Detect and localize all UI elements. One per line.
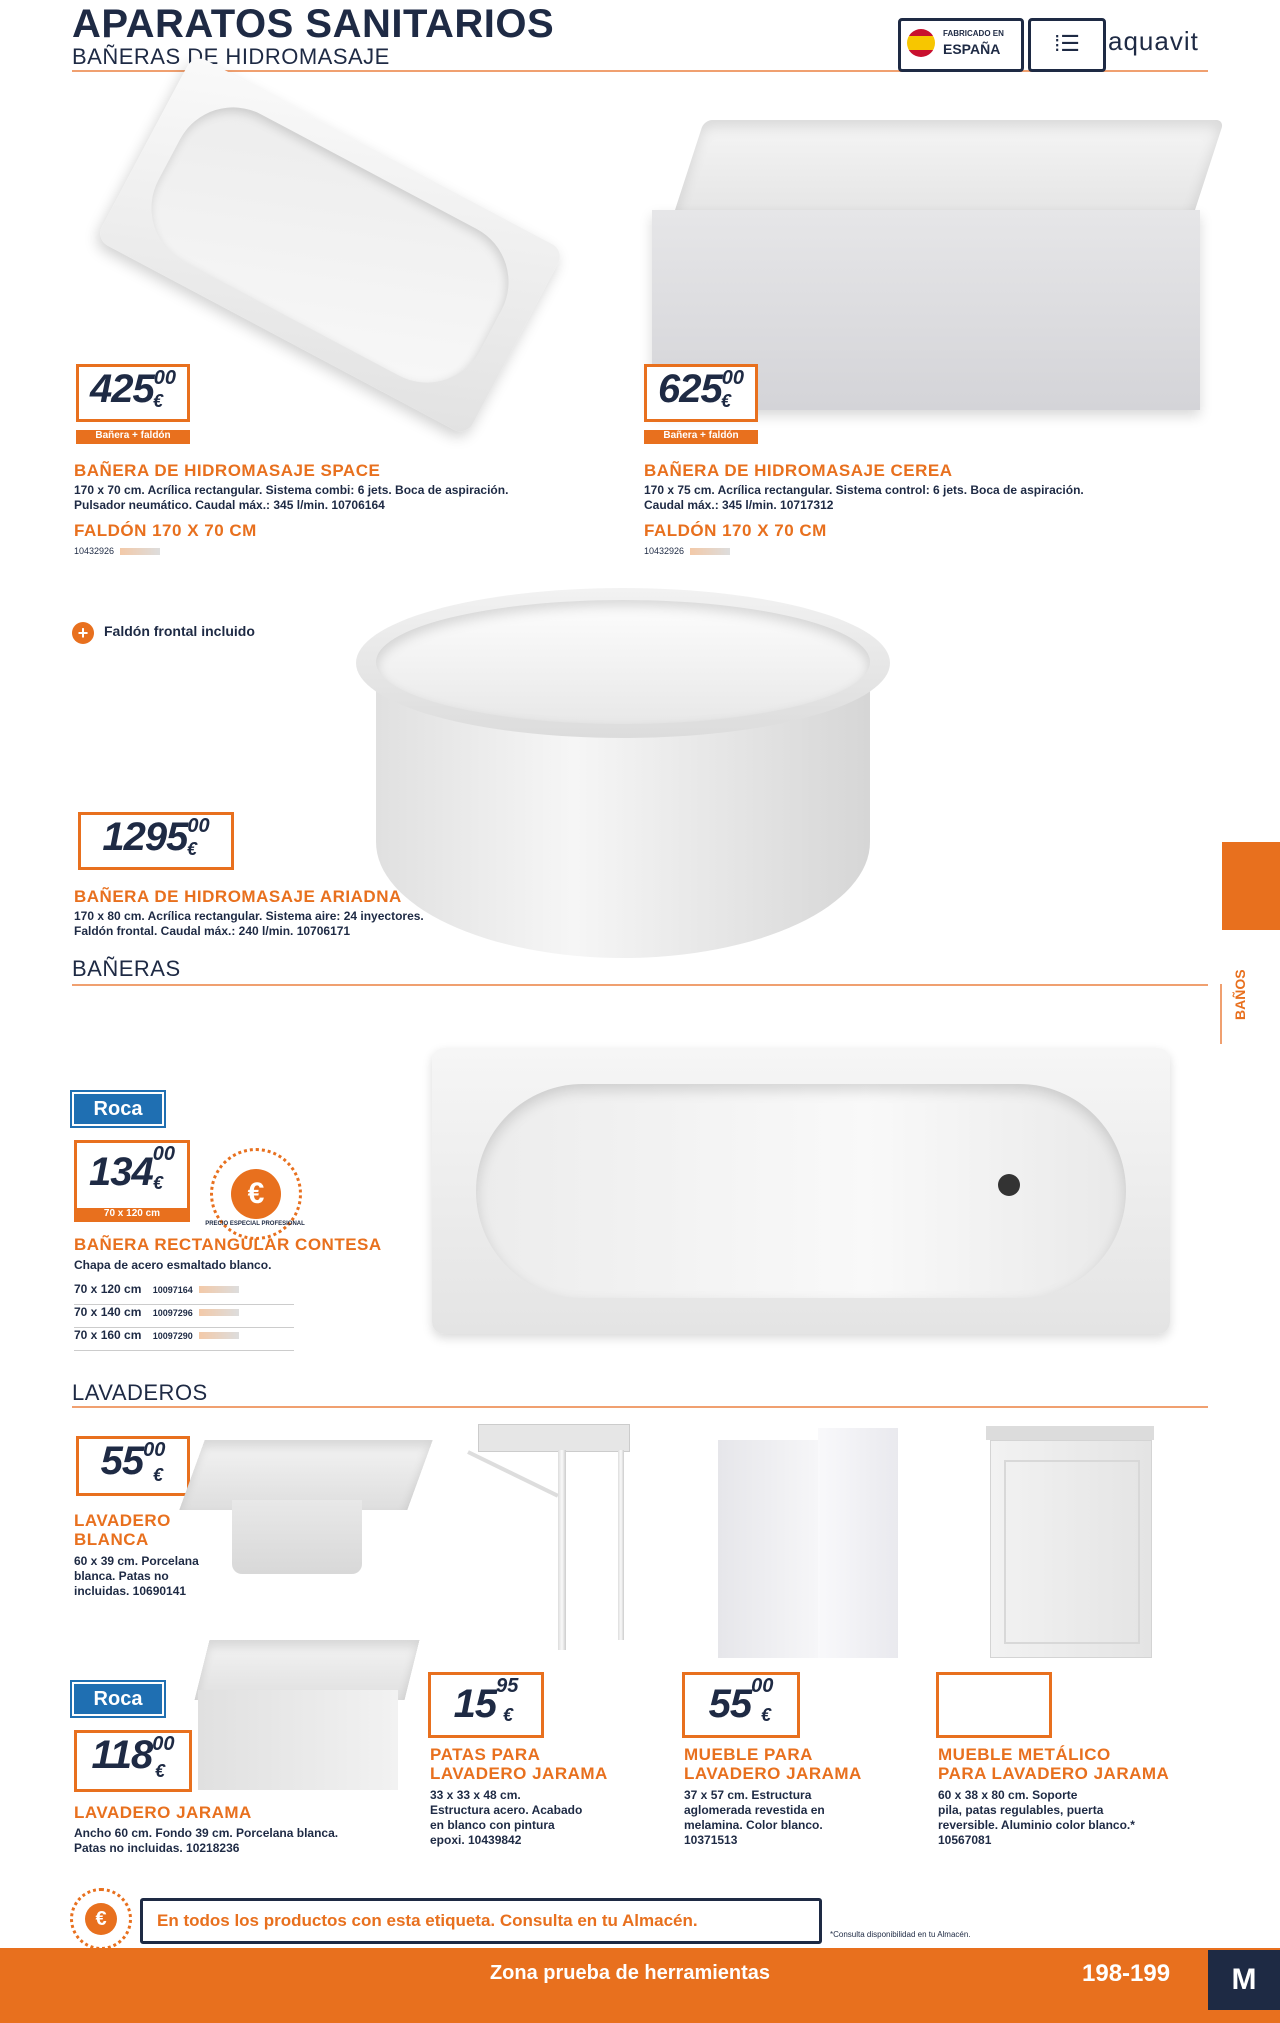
page-numbers: 198-199 (1082, 1960, 1171, 1987)
seal-text: PRECIO ESPECIAL PROFESIONAL (205, 1221, 305, 1227)
product-desc-cerea-2: Caudal máx.: 345 l/min. 10717312 (644, 498, 834, 512)
product-extra-ref-space (74, 546, 160, 556)
made-in-spain-badge (898, 18, 1024, 72)
product-name-cerea: BAÑERA DE HIDROMASAJE CEREA (644, 461, 953, 480)
price-patas: 15 (453, 1682, 497, 1726)
product-desc-blanca-2: blanca. Patas no (74, 1569, 169, 1583)
product-image-mueble-metalico (986, 1426, 1154, 1658)
price-cents-cerea: 00 (721, 367, 744, 389)
availability-footnote: *Consulta disponibilidad en tu Almacén. (830, 1930, 971, 1939)
price-contesa: 134 (89, 1150, 153, 1194)
product-image-patas (468, 1424, 638, 1664)
price-tag-cerea (644, 364, 758, 422)
size-row (74, 1328, 294, 1351)
price-jarama: 118 (91, 1733, 153, 1777)
section-title-lavaderos: LAVADEROS (72, 1380, 208, 1405)
product-desc-patas-1: 33 x 33 x 48 cm. (430, 1788, 521, 1802)
price-space: 425 (90, 367, 154, 411)
size-value: 70 x 140 cm (74, 1305, 142, 1319)
product-desc-mueble-2: aglomerada revestida en (684, 1803, 825, 1817)
currency-jarama: € (155, 1761, 166, 1781)
promo-banner: En todos los productos con esta etiqueta. Consulta en tu Almacén. (140, 1898, 822, 1944)
price-tag-jarama (74, 1730, 192, 1792)
product-desc-metalico-3: reversible. Aluminio color blanco.* (938, 1818, 1135, 1832)
euro-seal-icon: € (85, 1903, 117, 1935)
brand-logo-roca-jarama: Roca (72, 1682, 164, 1716)
price-bar (199, 1286, 239, 1293)
price-cents-contesa: 00 (152, 1143, 175, 1165)
product-desc-metalico-4: 10567081 (938, 1833, 992, 1847)
tag-note-contesa: 70 x 120 cm (74, 1208, 190, 1222)
product-desc-mueble-3: melamina. Color blanco. (684, 1818, 823, 1832)
price-blanca: 55 (100, 1439, 144, 1483)
size-row (74, 1305, 294, 1328)
ref-cerea: 10432926 (644, 546, 685, 556)
page-subtitle: BAÑERAS DE HIDROMASAJE (72, 44, 390, 69)
spain-flag-icon (907, 29, 935, 57)
product-image-lavadero-blanca (192, 1440, 420, 1574)
price-bar (199, 1332, 239, 1339)
price-bar-space (120, 548, 160, 555)
price-tag-blanca (76, 1436, 190, 1496)
professional-price-seal (205, 1148, 305, 1240)
included-note: Faldón frontal incluido (104, 623, 255, 639)
product-name-patas-1: PATAS PARA (430, 1745, 541, 1764)
price-tag-ariadna (78, 812, 234, 870)
price-cents-space: 00 (153, 367, 176, 389)
side-section-label (1228, 956, 1268, 1020)
spain-badge-caption: FABRICADO EN (943, 29, 1004, 38)
product-desc-jarama-1: Ancho 60 cm. Fondo 39 cm. Porcelana blanca. (74, 1826, 339, 1840)
brand-logo-m: M (1208, 1950, 1280, 2010)
size-ref: 10097290 (152, 1331, 193, 1341)
tag-note-space: Bañera + faldón (76, 430, 190, 444)
drain-icon (998, 1174, 1020, 1196)
price-bar (199, 1309, 239, 1316)
product-desc-metalico-1: 60 x 38 x 80 cm. Soporte (938, 1788, 1078, 1802)
product-name-ariadna: BAÑERA DE HIDROMASAJE ARIADNA (74, 887, 402, 906)
product-desc-space-1: 170 x 70 cm. Acrílica rectangular. Sistema combi: 6 jets. Boca de aspiración. (74, 483, 509, 497)
price-tag-space (76, 364, 190, 422)
product-image-mueble (718, 1428, 898, 1660)
price-cents-mueble: 00 (751, 1675, 774, 1697)
product-image-lavadero-jarama (194, 1640, 422, 1790)
price-ariadna: 1295 (102, 815, 188, 859)
product-name-metalico-2: PARA LAVADERO JARAMA (938, 1764, 1170, 1783)
price-cents-patas: 95 (496, 1675, 519, 1697)
tag-note-cerea: Bañera + faldón (644, 430, 758, 444)
product-desc-patas-2: Estructura acero. Acabado (430, 1803, 583, 1817)
product-image-contesa-bathtub (432, 1048, 1170, 1334)
size-row (74, 1282, 294, 1305)
product-name-patas-2: LAVADERO JARAMA (430, 1764, 608, 1783)
price-tag-metalico (936, 1672, 1052, 1738)
currency-mueble: € (761, 1705, 772, 1725)
price-cents-jarama: 00 (152, 1733, 175, 1755)
product-name-blanca-2: BLANCA (74, 1530, 149, 1549)
size-value: 70 x 160 cm (74, 1328, 142, 1342)
product-desc-metalico-2: pila, patas regulables, puerta (938, 1803, 1104, 1817)
side-rule (1220, 984, 1222, 1044)
currency-patas: € (503, 1705, 514, 1725)
price-tag-mueble (682, 1672, 800, 1738)
product-desc-space-2: Pulsador neumático. Caudal máx.: 345 l/min. 10706164 (74, 498, 385, 512)
ref-space: 10432926 (74, 546, 115, 556)
product-desc-blanca-3: incluidas. 10690141 (74, 1584, 187, 1598)
product-extra-ref-cerea (644, 546, 730, 556)
product-desc-patas-3: en blanco con pintura (430, 1818, 555, 1832)
price-tag-contesa (74, 1140, 190, 1212)
product-desc-patas-4: epoxi. 10439842 (430, 1833, 522, 1847)
price-cents-ariadna: 00 (187, 815, 210, 837)
price-bar-cerea (690, 548, 730, 555)
euro-seal-icon: € (231, 1169, 281, 1219)
footer-center-text: Zona prueba de herramientas (489, 1962, 771, 1984)
product-name-contesa: BAÑERA RECTANGULAR CONTESA (74, 1235, 382, 1254)
product-extra-space: FALDÓN 170 X 70 CM (74, 521, 257, 540)
product-name-mueble-1: MUEBLE PARA (684, 1745, 813, 1764)
currency-ariadna: € (187, 839, 198, 859)
size-ref: 10097164 (152, 1285, 193, 1295)
product-name-space: BAÑERA DE HIDROMASAJE SPACE (74, 461, 381, 480)
currency-blanca: € (153, 1465, 164, 1485)
page-title: APARATOS SANITARIOS (72, 2, 555, 46)
brand-logo-roca: Roca (72, 1092, 164, 1126)
product-desc-blanca-1: 60 x 39 cm. Porcelana (74, 1554, 199, 1568)
plus-icon: + (72, 622, 94, 644)
side-label-text: BAÑOS (1232, 969, 1248, 1020)
product-desc-mueble-4: 10371513 (684, 1833, 738, 1847)
price-tag-patas (428, 1672, 544, 1738)
price-cerea: 625 (658, 367, 722, 411)
product-name-jarama: LAVADERO JARAMA (74, 1803, 252, 1822)
price-mueble: 55 (708, 1682, 752, 1726)
section-rule-lavaderos (72, 1406, 1208, 1408)
professional-price-seal-small (70, 1888, 132, 1950)
size-table-contesa (74, 1282, 294, 1351)
product-desc-contesa: Chapa de acero esmaltado blanco. (74, 1258, 272, 1272)
product-desc-ariadna-1: 170 x 80 cm. Acrílica rectangular. Sistema aire: 24 inyectores. (74, 909, 424, 923)
price-cents-blanca: 00 (143, 1439, 166, 1461)
section-rule-banyeras (72, 984, 1208, 986)
product-name-metalico-1: MUEBLE METÁLICO (938, 1745, 1111, 1764)
product-desc-mueble-1: 37 x 57 cm. Estructura (684, 1788, 812, 1802)
product-extra-cerea: FALDÓN 170 X 70 CM (644, 521, 827, 540)
section-title-banyeras: BAÑERAS (72, 956, 181, 981)
side-section-tab (1222, 842, 1280, 930)
currency-space: € (153, 391, 164, 411)
spain-badge-label: ESPAÑA (943, 41, 1001, 57)
size-value: 70 x 120 cm (74, 1282, 142, 1296)
product-desc-cerea-1: 170 x 75 cm. Acrílica rectangular. Sistema control: 6 jets. Boca de aspiración. (644, 483, 1084, 497)
product-image-ariadna-bathtub (356, 588, 890, 968)
product-name-blanca-1: LAVADERO (74, 1511, 171, 1530)
currency-contesa: € (153, 1173, 164, 1193)
product-desc-jarama-2: Patas no incluidas. 10218236 (74, 1841, 240, 1855)
shower-icon: ⁞☰ (1028, 18, 1106, 72)
size-ref: 10097296 (152, 1308, 193, 1318)
product-name-mueble-2: LAVADERO JARAMA (684, 1764, 862, 1783)
currency-cerea: € (721, 391, 732, 411)
product-desc-ariadna-2: Faldón frontal. Caudal máx.: 240 l/min. 10706171 (74, 924, 351, 938)
brand-logo-aquavit: aquavit (1108, 26, 1199, 56)
